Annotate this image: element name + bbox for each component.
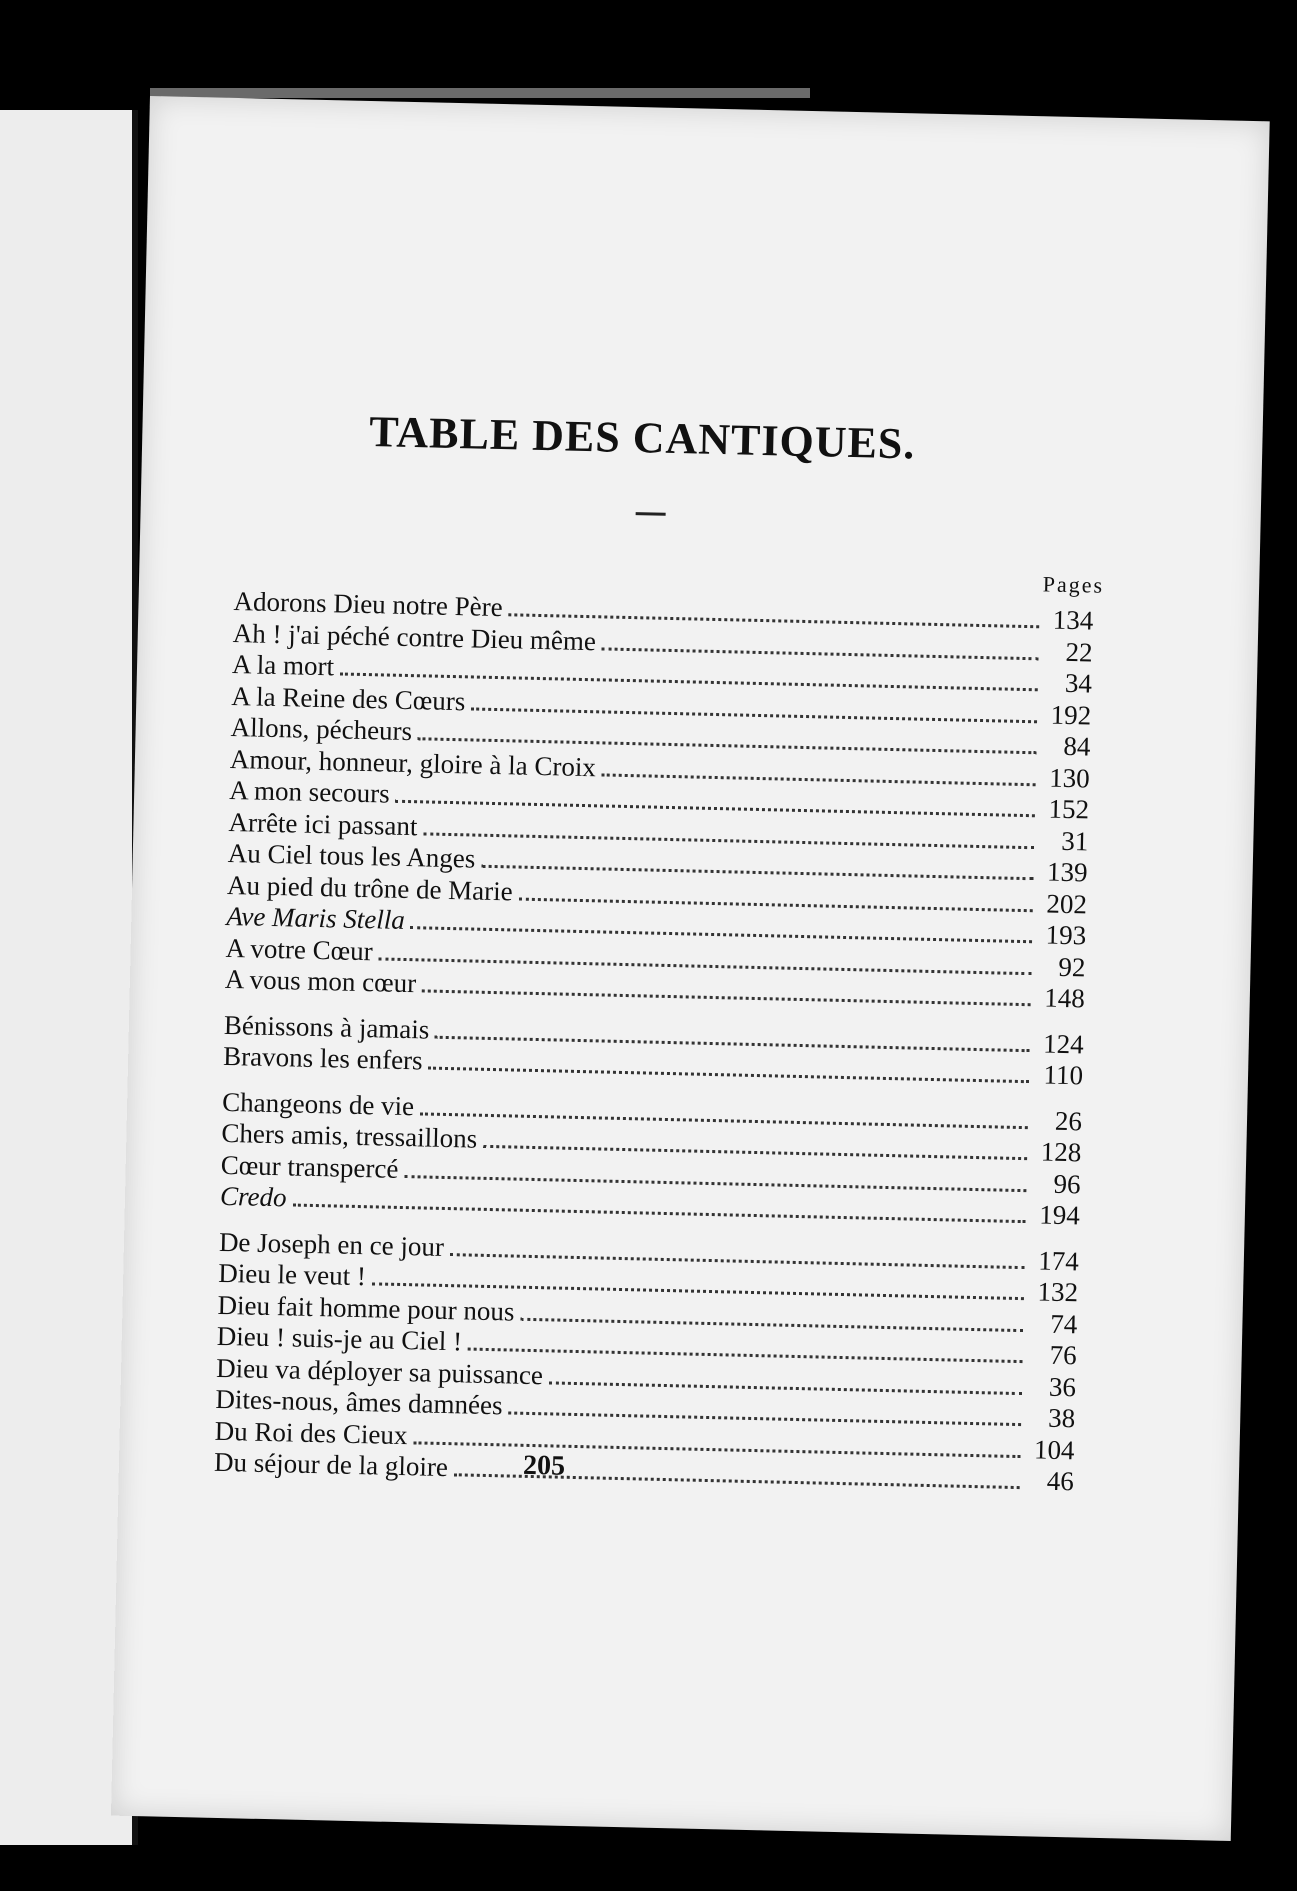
- toc-entry-page: 193: [1045, 919, 1087, 951]
- toc-entry-title: Adorons Dieu notre Père: [233, 586, 504, 623]
- toc-entry-page: 34: [1064, 667, 1093, 699]
- toc-entry-title: De Joseph en ce jour: [218, 1226, 445, 1262]
- toc-entry-title: Allons, pécheurs: [230, 711, 413, 747]
- page-title: TABLE DES CANTIQUES.: [368, 407, 916, 469]
- toc-entry-title: Au pied du trône de Marie: [226, 869, 514, 906]
- toc-entry-page: 38: [1047, 1402, 1076, 1434]
- dot-leader: [602, 646, 1039, 660]
- page-number: 205: [522, 1449, 566, 1482]
- toc-entry-title: Cœur transpercé: [220, 1149, 399, 1184]
- toc-entry-title: Changeons de vie: [221, 1086, 415, 1121]
- toc-entry-page: 174: [1037, 1244, 1080, 1276]
- page-top-shadow: [150, 88, 810, 98]
- book-page: [111, 96, 1270, 1841]
- dot-leader: [422, 988, 1031, 1006]
- toc-entry-page: 84: [1063, 730, 1091, 762]
- toc-entry-title: A vous mon cœur: [224, 963, 417, 999]
- toc-entry-title: Du séjour de la gloire: [213, 1446, 449, 1483]
- toc-entry-title: Dieu fait homme pour nous: [217, 1289, 515, 1327]
- toc-entry-page: 36: [1048, 1371, 1077, 1402]
- toc-entry-title: A la mort: [231, 649, 335, 682]
- toc-entry-title: A mon secours: [228, 774, 391, 809]
- toc-entry-page: 132: [1037, 1276, 1079, 1308]
- toc-entry-page: 124: [1042, 1028, 1085, 1059]
- pages-column-header: Pages: [1042, 571, 1105, 598]
- toc-entry-page: 96: [1053, 1168, 1081, 1199]
- toc-entry-page: 194: [1039, 1199, 1081, 1231]
- toc-entry-title: Ave Maris Stella: [226, 900, 406, 935]
- toc-entry-page: 148: [1043, 982, 1086, 1014]
- toc-entry-page: 26: [1054, 1105, 1083, 1136]
- dot-leader: [292, 1203, 1025, 1224]
- toc-entry-page: 46: [1046, 1465, 1075, 1497]
- toc-entry-title: A votre Cœur: [225, 932, 373, 966]
- toc-entry-page: 74: [1050, 1308, 1078, 1339]
- toc-entry-title: A la Reine des Cœurs: [231, 680, 466, 716]
- toc-entry-title: Dieu le veut !: [217, 1257, 367, 1292]
- toc-entry-page: 110: [1043, 1059, 1084, 1091]
- toc-entry-page: 22: [1065, 636, 1093, 668]
- toc-entry-page: 139: [1046, 856, 1088, 888]
- toc-entry-title: Au Ciel tous les Anges: [227, 837, 476, 874]
- toc-entry-title: Dieu va déployer sa puissance: [215, 1352, 544, 1390]
- toc-entry-page: 130: [1048, 762, 1091, 793]
- toc-entry-title: Chers amis, tressaillons: [221, 1117, 478, 1154]
- toc-entry-page: 76: [1049, 1339, 1078, 1371]
- toc-entry-title: Dites-nous, âmes damnées: [215, 1383, 503, 1421]
- toc-entry-page: 128: [1040, 1136, 1082, 1168]
- toc-entry-title: Dieu ! suis-je au Ciel !: [216, 1320, 463, 1357]
- toc-entry-page: 134: [1052, 604, 1094, 636]
- toc-entry-title: Du Roi des Cieux: [214, 1415, 408, 1450]
- dot-leader: [428, 1066, 1028, 1084]
- toc-entry-page: 192: [1050, 699, 1092, 731]
- title-rule: [636, 512, 666, 516]
- toc-entry-page: 31: [1061, 825, 1089, 856]
- toc-entry-title: Arrête ici passant: [228, 806, 418, 841]
- toc-entry-title: Amour, honneur, gloire à la Croix: [229, 743, 597, 782]
- dot-leader: [602, 772, 1036, 786]
- toc-entry-title: Bravons les enfers: [222, 1040, 423, 1076]
- table-of-contents: [214, 586, 1094, 1498]
- toc-entry-title: Bénissons à jamais: [223, 1009, 430, 1045]
- toc-entry-page: 92: [1058, 951, 1086, 982]
- toc-entry-title: Credo: [219, 1180, 287, 1213]
- toc-entry-title: Ah ! j'ai péché contre Dieu même: [232, 617, 597, 656]
- toc-entry-page: 152: [1048, 793, 1090, 825]
- toc-entry-page: 202: [1046, 888, 1088, 919]
- toc-entry-page: 104: [1033, 1433, 1075, 1465]
